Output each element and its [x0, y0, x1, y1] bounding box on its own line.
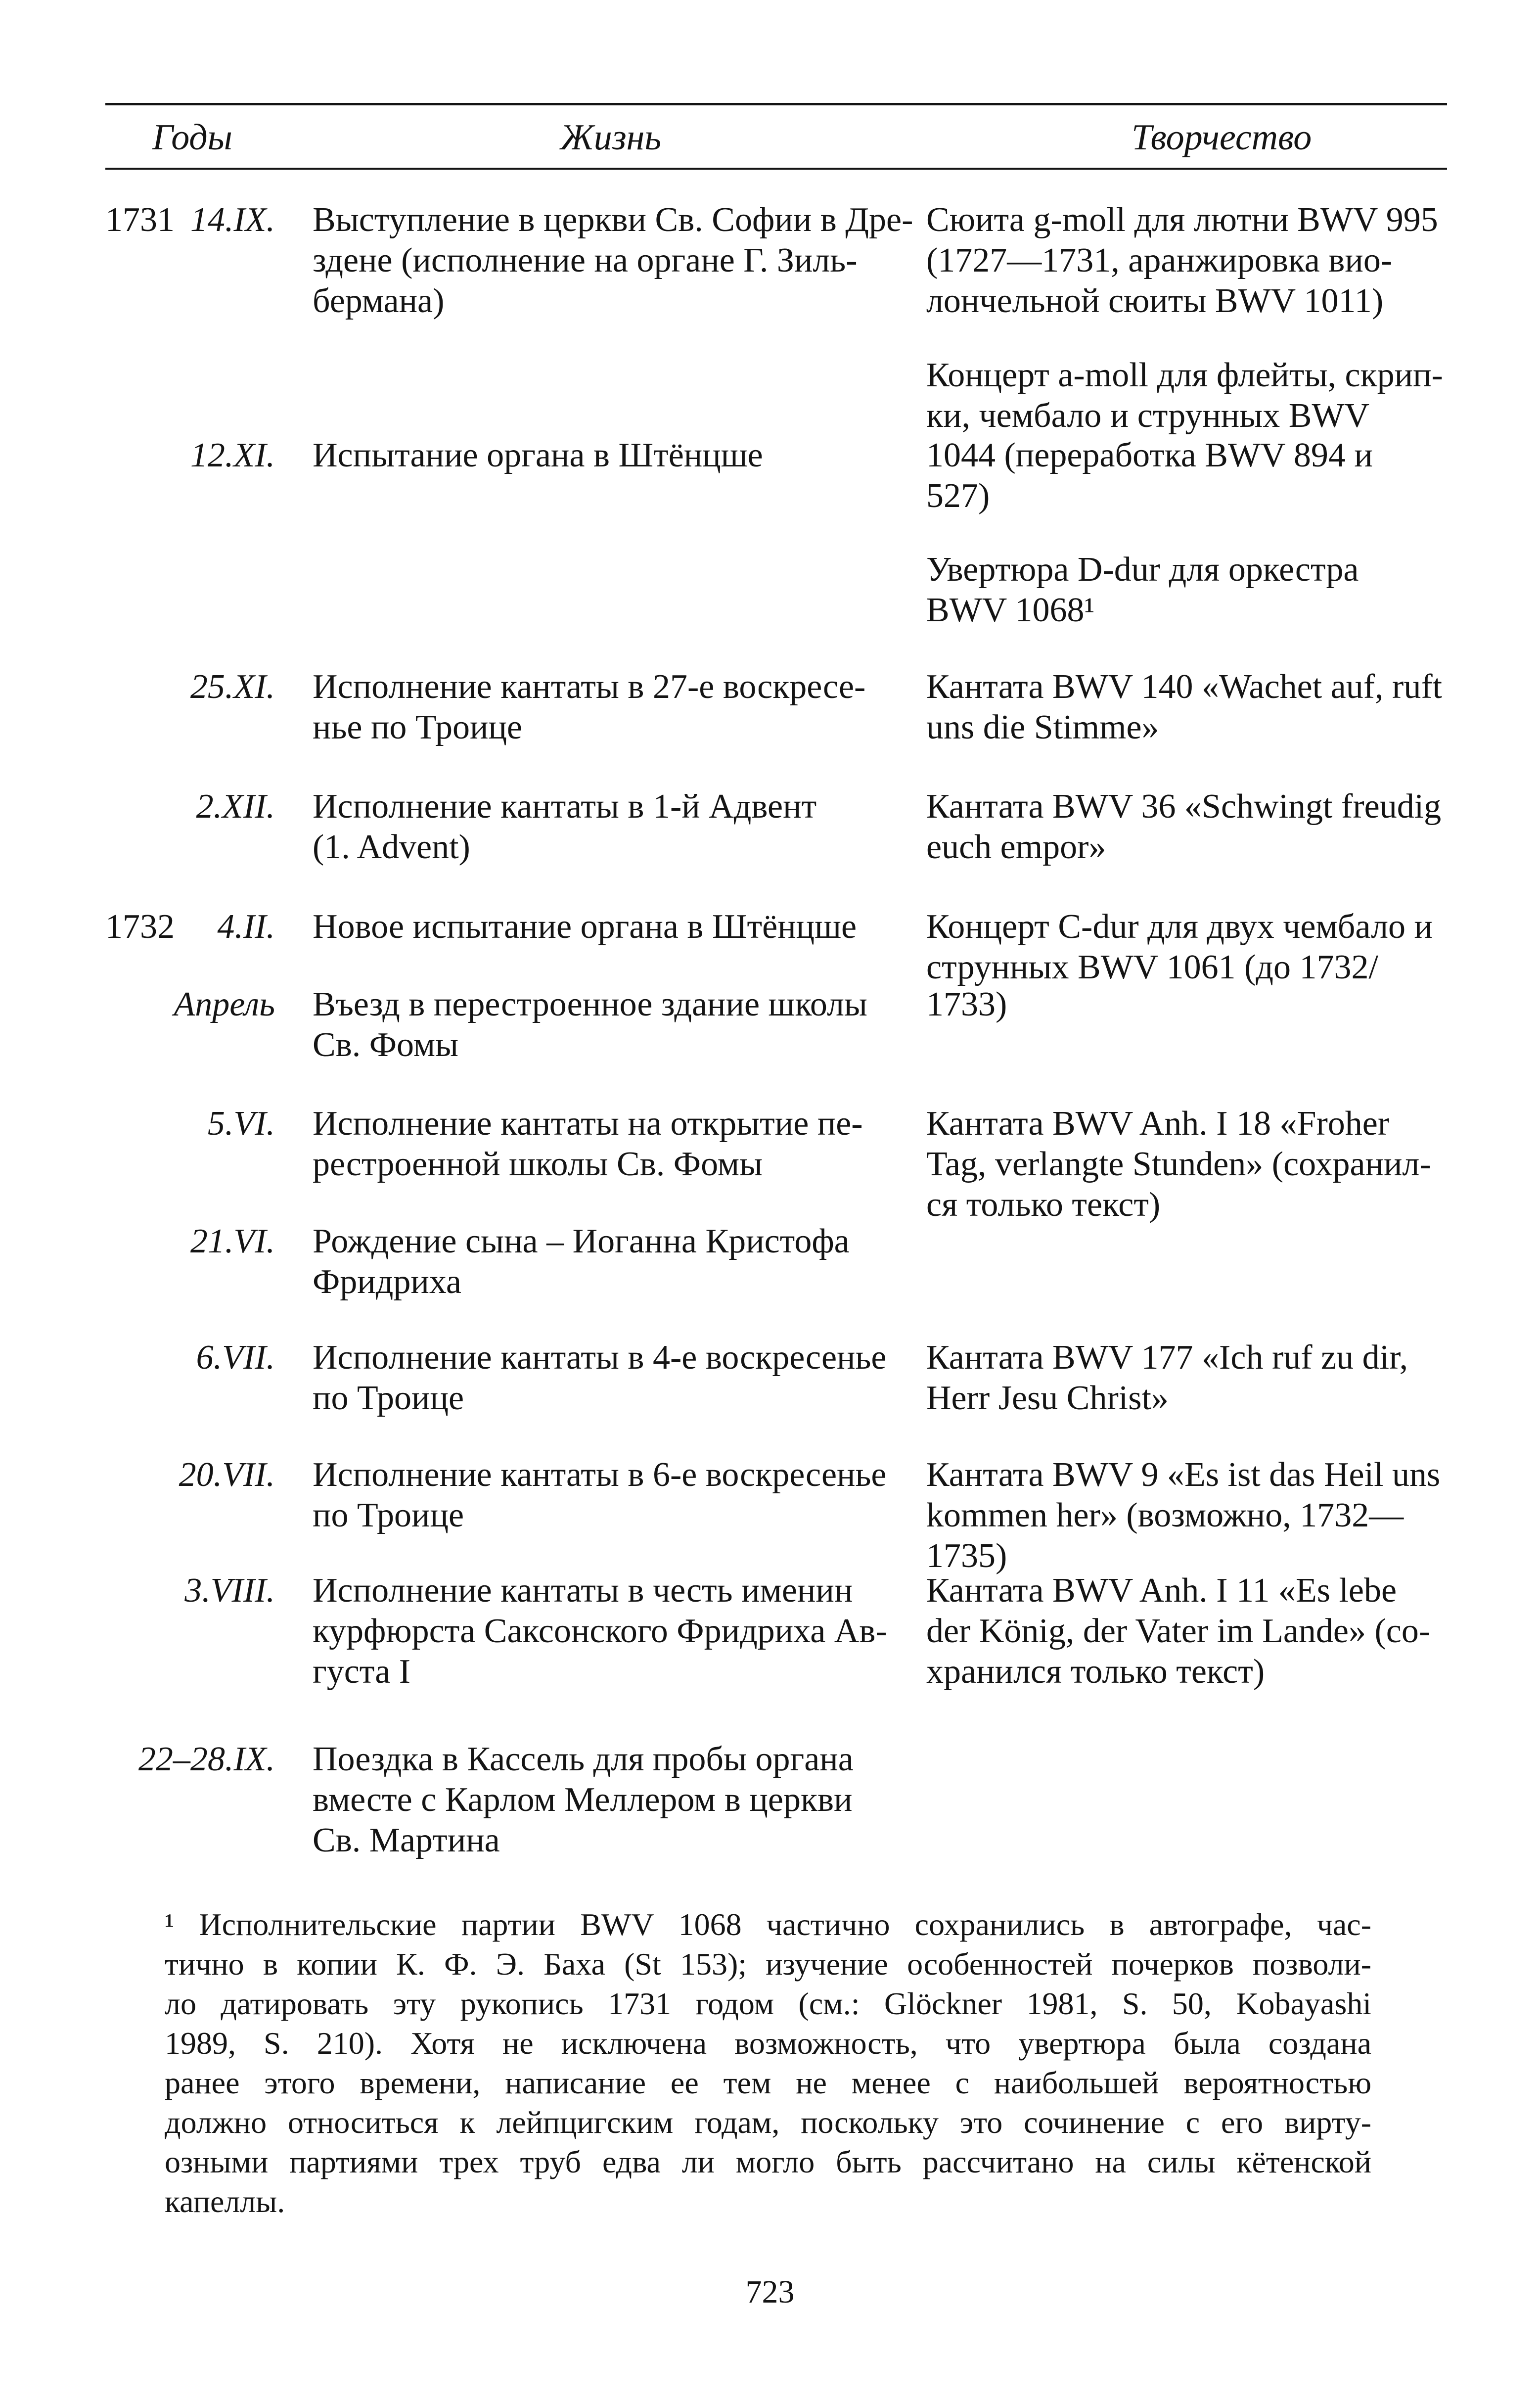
work-line: Сюита g-moll для лютни BWV 995 [926, 201, 1438, 239]
work-line: 1735) [926, 1537, 1007, 1575]
row-work [926, 786, 1447, 868]
work-line: 1044 (переработка BWV 894 и [926, 436, 1373, 474]
header-years: Годы [152, 117, 232, 158]
life-line: густа I [313, 1653, 411, 1691]
work-line: Кантата BWV 9 «Es ist das Heil uns [926, 1456, 1441, 1494]
row-work [926, 984, 1447, 1025]
life-line: Новое испытание органа в Штёнцше [313, 908, 857, 946]
row-work [926, 1104, 1447, 1225]
row-life-event [313, 984, 891, 1065]
row-life-event [313, 907, 891, 947]
row-work [926, 667, 1447, 748]
footnote-line: должно относиться к лейпцигским годам, поскольку это сочинение с его вирту- [165, 2105, 1371, 2140]
row-work [926, 200, 1447, 322]
row-work [926, 435, 1447, 516]
work-line: хранился только текст) [926, 1653, 1265, 1691]
work-line: ки, чембало и струнных BWV [926, 397, 1370, 435]
life-line: Въезд в перестроенное здание школы [313, 985, 867, 1023]
work-line: BWV 1068¹ [926, 591, 1095, 629]
row-date: 25.XI. [190, 668, 275, 706]
row-work [926, 1338, 1447, 1419]
life-line: Фридриха [313, 1263, 461, 1301]
work-line: Tag, verlangte Stunden» (сохранил- [926, 1145, 1431, 1183]
work-line: Herr Jesu Christ» [926, 1379, 1169, 1417]
work-line: лончельной сюиты BWV 1011) [926, 282, 1384, 320]
life-line: Исполнение кантаты в 1-й Адвент [313, 787, 817, 826]
row-date: 6.VII. [196, 1339, 275, 1377]
footnote-line: капеллы. [165, 2184, 285, 2219]
row-date: 2.XII. [196, 787, 275, 826]
work-line: Увертюра D-dur для оркестра [926, 551, 1359, 589]
work-line: Кантата BWV Anh. I 11 «Es lebe [926, 1571, 1397, 1610]
row-work [926, 907, 1447, 988]
footnote-line: ло датировать эту рукопись 1731 годом (см.: Glöckner 1981, S. 50, Kobayashi [165, 1986, 1371, 2021]
header-life: Жизнь [560, 117, 662, 158]
row-date: 4.II. [217, 908, 275, 946]
row-life-event [313, 1739, 891, 1861]
row-work [926, 1570, 1447, 1692]
work-line: Кантата BWV 140 «Wachet auf, ruft [926, 668, 1443, 706]
work-line: струнных BWV 1061 (до 1732/ [926, 948, 1378, 986]
row-work [926, 550, 1447, 631]
work-line: (1727—1731, аранжировка вио- [926, 241, 1393, 279]
row-date: 22–28.IX. [138, 1740, 275, 1778]
row-life-event [313, 200, 913, 322]
life-line: Исполнение кантаты в честь именин [313, 1571, 853, 1610]
row-date: 5.VI. [207, 1105, 275, 1143]
row-life-event [313, 667, 891, 748]
row-date: 12.XI. [190, 436, 275, 474]
row-life-event [313, 1570, 891, 1692]
life-line: Исполнение кантаты на открытие пе- [313, 1105, 863, 1143]
life-line: Испытание органа в Штёнцше [313, 436, 763, 474]
life-line: курфюрста Саксонского Фридриха Ав- [313, 1612, 887, 1650]
life-line: по Троице [313, 1379, 464, 1417]
work-line: Кантата BWV Anh. I 18 «Froher [926, 1105, 1390, 1143]
work-line: Кантата BWV 36 «Schwingt freudig [926, 787, 1442, 826]
work-line: kommen her» (возможно, 1732— [926, 1496, 1404, 1534]
work-line: uns die Stimme» [926, 708, 1159, 746]
row-work [926, 355, 1447, 436]
work-line: Концерт C-dur для двух чембало и [926, 908, 1433, 946]
life-line: Поездка в Кассель для пробы органа [313, 1740, 854, 1778]
page-number: 723 [745, 2274, 795, 2310]
life-line: по Троице [313, 1496, 464, 1534]
header-rule [105, 168, 1447, 170]
life-line: Св. Фомы [313, 1026, 459, 1064]
work-line: Кантата BWV 177 «Ich ruf zu dir, [926, 1339, 1408, 1377]
row-date: 14.IX. [190, 201, 275, 239]
header-works: Творчество [1132, 117, 1312, 158]
row-date: 21.VI. [190, 1222, 275, 1260]
work-line: ся только текст) [926, 1186, 1161, 1224]
work-line: euch empor» [926, 828, 1106, 866]
life-line: (1. Advent) [313, 828, 470, 866]
life-line: Св. Мартина [313, 1821, 500, 1859]
row-date: 20.VII. [179, 1456, 275, 1494]
life-line: Рождение сына – Иоганна Кристофа [313, 1222, 850, 1260]
row-life-event [313, 1455, 891, 1536]
row-life-event [313, 435, 891, 476]
footnote-line: 1989, S. 210). Хотя не исключена возможность, что увертюра была создана [165, 2026, 1371, 2061]
footnote [165, 1905, 1371, 2221]
footnote-line: ранее этого времени, написание ее тем не менее с наибольшей вероятностью [165, 2065, 1371, 2100]
top-rule [105, 103, 1447, 105]
work-line: 1733) [926, 985, 1007, 1023]
row-date: 3.VIII. [184, 1571, 275, 1610]
life-line: бермана) [313, 282, 445, 320]
life-line: Исполнение кантаты в 6-е воскресенье [313, 1456, 887, 1494]
row-life-event [313, 786, 891, 868]
life-line: Выступление в церкви Св. Софии в Дре- [313, 201, 913, 239]
life-line: Исполнение кантаты в 27-е воскресе- [313, 668, 866, 706]
life-line: вместе с Карлом Меллером в церкви [313, 1781, 853, 1819]
life-line: здене (исполнение на органе Г. Зиль- [313, 241, 858, 279]
footnote-line: озными партиями трех труб едва ли могло быть рассчитано на силы кётенской [165, 2144, 1371, 2179]
row-life-event [313, 1104, 891, 1185]
life-line: нье по Троице [313, 708, 522, 746]
life-line: Исполнение кантаты в 4-е воскресенье [313, 1339, 887, 1377]
footnote-line: ¹ Исполнительские партии BWV 1068 частично сохранились в автографе, час- [165, 1907, 1371, 1942]
row-life-event [313, 1221, 891, 1302]
work-line: der König, der Vater im Lande» (со- [926, 1612, 1431, 1650]
life-line: рестроенной школы Св. Фомы [313, 1145, 763, 1183]
row-year: 1732 [105, 908, 175, 946]
row-work [926, 1455, 1447, 1576]
work-line: 527) [926, 477, 990, 515]
footnote-line: тично в копии К. Ф. Э. Баха (St 153); изучение особенностей почерков позволи- [165, 1946, 1371, 1982]
work-line: Концерт a-moll для флейты, скрип- [926, 356, 1443, 394]
row-date: Апрель [174, 985, 275, 1023]
row-life-event [313, 1338, 891, 1419]
row-year: 1731 [105, 201, 175, 239]
